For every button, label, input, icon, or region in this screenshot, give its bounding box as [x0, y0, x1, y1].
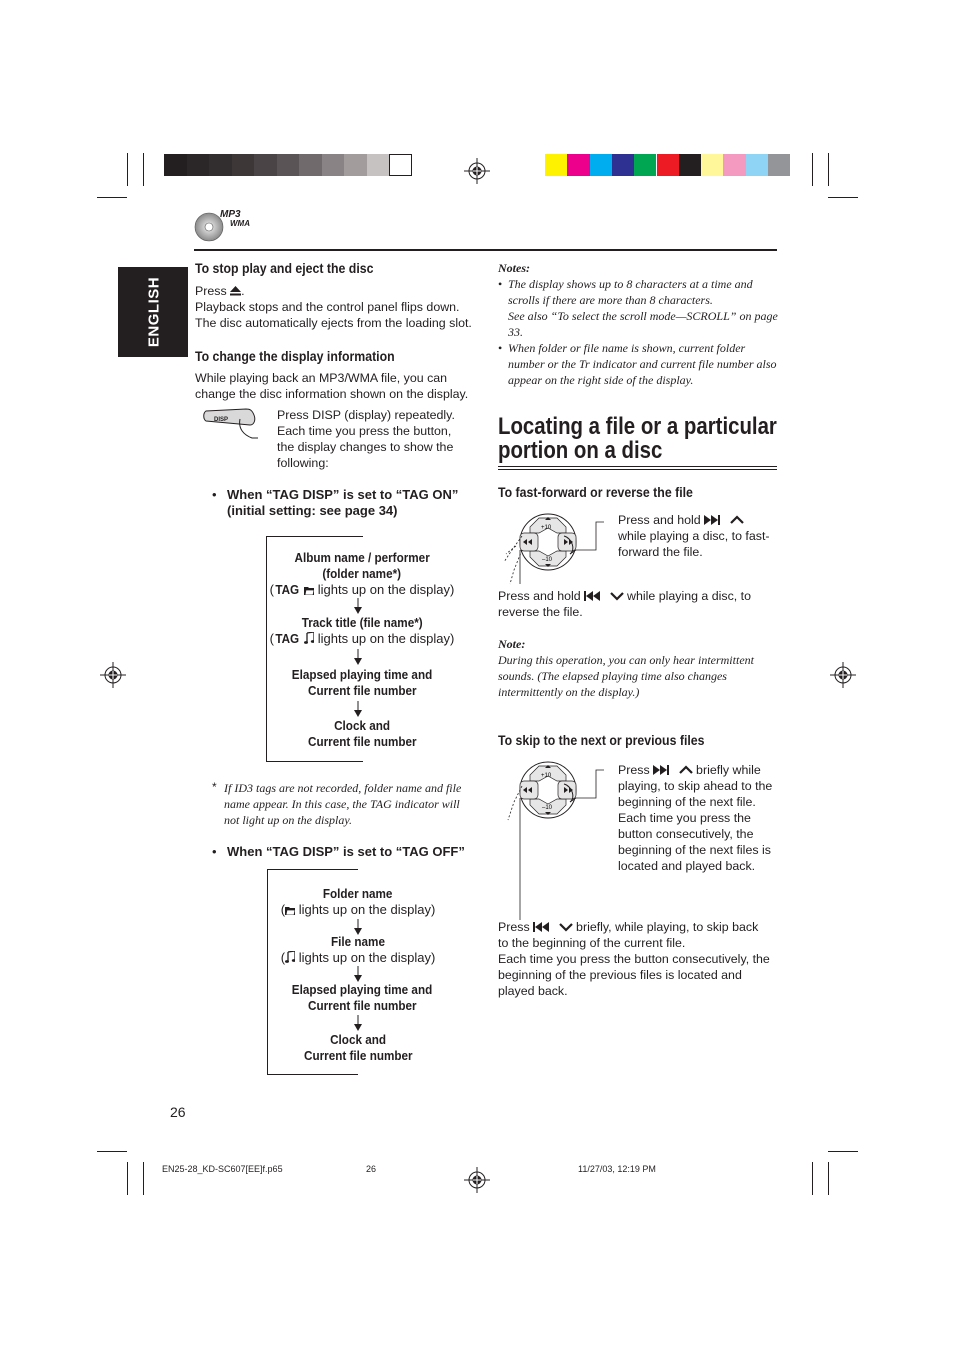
notes-title: Notes:	[498, 261, 530, 275]
footnote-mark: *	[212, 780, 217, 794]
registration-mark-icon	[830, 662, 856, 688]
logo-wma-text: WMA	[230, 219, 250, 228]
color-swatch	[657, 154, 679, 176]
skip-text-a: Press	[618, 763, 650, 777]
rev-text-b: while playing a disc, to	[627, 589, 752, 603]
grayscale-swatch	[164, 154, 187, 176]
flow-off-item-1a: Folder name	[323, 886, 393, 901]
color-swatch	[723, 154, 745, 176]
skip-heading: To skip to the next or previous files	[498, 732, 705, 748]
color-swatch	[768, 154, 790, 176]
flow-off-item-3b: Current file number	[307, 998, 417, 1013]
logo-mp3-text: MP3	[220, 209, 241, 220]
back-text-c: to the beginning of the current file.	[498, 936, 686, 950]
note-2-text: When folder or file name is shown, current folder number or the Tr indicator and current file number also appear on the right side of the display.	[508, 341, 777, 387]
stop-press-text: Press	[195, 284, 227, 298]
dial-minus-label: –10	[542, 557, 553, 563]
flow-on-item-1b: (folder name*)	[322, 566, 402, 581]
section-title	[498, 415, 788, 463]
grayscale-swatch	[367, 154, 390, 176]
footnote-text: If ID3 tags are not recorded, folder name and file name appear. In this case, the TAG indicator will not light up on the display.	[224, 781, 462, 827]
section-rule	[498, 469, 777, 470]
skip-back-icon	[584, 591, 606, 601]
down-arrow-icon	[353, 919, 363, 935]
back-text	[498, 919, 780, 999]
down-arrow-icon	[353, 701, 363, 717]
stop-line-2: Playback stops and the control panel flips down.	[195, 300, 460, 314]
change-intro: While playing back an MP3/WMA file, you can change the disc information shown on the display.	[195, 371, 469, 401]
chevron-down-icon	[559, 922, 573, 932]
flow-on-tag-2: TAG	[275, 631, 300, 646]
down-arrow-icon	[353, 966, 363, 982]
skip-text-c: playing, to skip ahead to the beginning of the next file.	[618, 779, 773, 809]
flow-on-item-4	[262, 718, 462, 750]
flow-on-item-3b: Current file number	[307, 683, 417, 698]
flow-off-item-4	[258, 1032, 458, 1064]
folder-icon	[285, 906, 295, 915]
flow-on-item-1: Album name / performer (folder name*) (TAG lights up on the display)	[269, 550, 455, 597]
disp-button-icon	[200, 405, 262, 441]
color-swatch	[567, 154, 589, 176]
rev-text	[498, 588, 778, 620]
down-arrow-icon	[353, 598, 363, 614]
flow-off-item-3	[262, 982, 462, 1014]
registration-mark-icon	[100, 662, 126, 688]
flow-off-item-1c: lights up on the display)	[298, 902, 436, 917]
tag-off-bullet-text: When “TAG DISP” is set to “TAG OFF”	[227, 844, 465, 859]
down-arrow-icon	[353, 1015, 363, 1031]
flow-off-item-2a: File name	[331, 934, 385, 949]
grayscale-swatch	[277, 154, 300, 176]
color-swatch	[679, 154, 701, 176]
control-dial-icon	[500, 760, 610, 920]
color-swatch	[634, 154, 656, 176]
stop-line-3: The disc automatically ejects from the loading slot.	[195, 316, 472, 330]
flow-on-item-3	[262, 667, 462, 699]
back-text-a: Press	[498, 920, 530, 934]
note-1-text: The display shows up to 8 characters at a time and scrolls if there are more than 8 characters.	[508, 277, 753, 307]
note-text: During this operation, you can only hear intermittent sounds. (The elapsed playing time also changes intermittently on the display.)	[498, 653, 754, 699]
rev-text-c: reverse the file.	[498, 605, 583, 619]
flow-off-item-1: Folder name ( lights up on the display)	[280, 886, 436, 917]
flow-off-item-4a: Clock and	[330, 1032, 386, 1047]
flow-on-item-3a: Elapsed playing time and	[291, 667, 433, 682]
skip-text-b: briefly while	[696, 763, 761, 777]
skip-back-icon	[533, 922, 555, 932]
dial-plus-label: +10	[541, 525, 552, 531]
grayscale-swatch	[299, 154, 322, 176]
stop-press-line: Press .	[195, 284, 245, 298]
header-rule	[194, 249, 777, 251]
chevron-up-icon	[730, 515, 744, 525]
ff-text-b: while playing a disc, to fast-forward the file.	[618, 529, 770, 559]
mp3-wma-logo	[194, 210, 264, 244]
skip-forward-icon	[704, 515, 726, 525]
footer-page: 26	[366, 1164, 377, 1174]
color-swatch	[545, 154, 567, 176]
grayscale-swatch	[389, 154, 412, 176]
change-heading: To change the display information	[195, 348, 395, 364]
disp-instructions: Press DISP (display) repeatedly. Each time you press the button, the display changes to show the following:	[277, 408, 455, 470]
dial-minus-label: –10	[542, 805, 553, 811]
control-dial-icon	[500, 510, 610, 588]
chevron-down-icon	[610, 591, 624, 601]
flow-on-item-4b: Current file number	[307, 734, 417, 749]
chevron-up-icon	[679, 765, 693, 775]
flow-off-item-2c: lights up on the display)	[298, 950, 436, 965]
section-title-line-2: portion on a disc	[498, 437, 663, 464]
flow-off-item-2: File name ( lights up on the display)	[280, 934, 436, 965]
flow-off-item-4b: Current file number	[303, 1048, 413, 1063]
dial-plus-label: +10	[541, 773, 552, 779]
note-title: Note:	[498, 637, 526, 651]
flow-on-tag-1: TAG	[275, 582, 300, 597]
flow-on-item-1a: Album name / performer	[294, 550, 430, 565]
folder-icon	[304, 586, 314, 595]
back-text-b: briefly, while playing, to skip back	[576, 920, 759, 934]
registration-mark-icon	[464, 1167, 490, 1193]
color-swatch	[746, 154, 768, 176]
footer-date: 11/27/03, 12:19 PM	[578, 1164, 656, 1174]
disp-button-label: DISP	[214, 417, 229, 423]
back-text-d: Each time you press the button consecutively, the beginning of the previous files is located and played back.	[498, 952, 770, 998]
language-tab-label: ENGLISH	[145, 276, 163, 348]
skip-text	[618, 762, 778, 874]
tag-on-bullet-text: When “TAG DISP” is set to “TAG ON” (initial setting: see page 34)	[227, 487, 459, 518]
stop-heading: To stop play and eject the disc	[195, 260, 374, 276]
grayscale-swatch	[344, 154, 367, 176]
grayscale-swatch	[187, 154, 210, 176]
rev-text-a: Press and hold	[498, 589, 581, 603]
skip-text-d: Each time you press the button consecutively, the beginning of the next files is located and played back.	[618, 811, 771, 873]
section-title-line-1: Locating a file or a particular	[498, 413, 777, 440]
note-1b-text: See also “To select the scroll mode—SCROLL” on page 33.	[508, 309, 778, 339]
grayscale-swatch	[322, 154, 345, 176]
grayscale-swatch	[254, 154, 277, 176]
grayscale-swatch	[232, 154, 255, 176]
page-number: 26	[170, 1104, 186, 1120]
flow-on-item-2: Track title (file name*) (TAG lights up on the display)	[269, 615, 455, 646]
music-note-icon	[304, 632, 314, 644]
eject-icon	[230, 286, 241, 296]
color-swatch	[590, 154, 612, 176]
footer-file: EN25-28_KD-SC607[EE]f.p65	[162, 1164, 283, 1174]
language-tab	[118, 267, 188, 357]
music-note-icon	[285, 951, 295, 963]
flow-on-item-2c: lights up on the display)	[317, 631, 455, 646]
down-arrow-icon	[353, 649, 363, 665]
registration-mark-icon	[464, 158, 490, 184]
color-swatch	[612, 154, 634, 176]
flow-on-item-4a: Clock and	[334, 718, 390, 733]
flow-off-item-3a: Elapsed playing time and	[291, 982, 433, 997]
flow-on-item-2a: Track title (file name*)	[301, 615, 423, 630]
ff-text	[618, 512, 778, 560]
ff-text-a: Press and hold	[618, 513, 701, 527]
skip-forward-icon	[653, 765, 675, 775]
ff-heading: To fast-forward or reverse the file	[498, 484, 693, 500]
flow-on-item-1c: lights up on the display)	[317, 582, 455, 597]
color-swatch	[701, 154, 723, 176]
section-rule	[498, 466, 777, 467]
grayscale-swatch	[209, 154, 232, 176]
